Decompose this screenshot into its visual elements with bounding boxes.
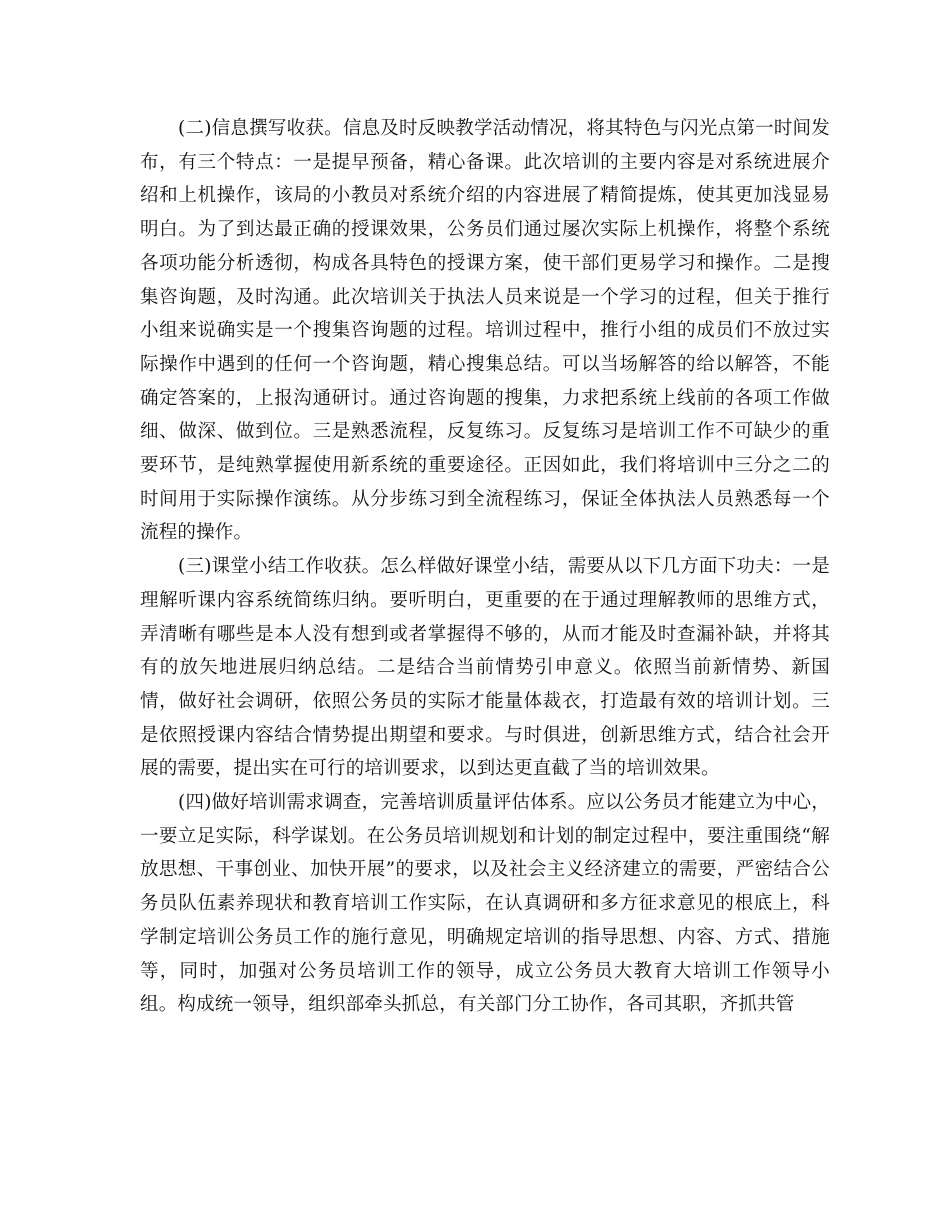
document-body — [140, 112, 830, 1022]
paragraph-section-2: (二)信息撰写收获。信息及时反映教学活动情况，将其特色与闪光点第一时间发布，有三个特点：一是提早预备，精心备课。此次培训的主要内容是对系统进展介绍和上机操作，该局的小教员对系统介绍的内容进展了精简提炼，使其更加浅显易明白。为了到达最正确的授课效果，公务员们通过屡次实际上机操作，将整个系统各项功能分析透彻，构成各具特色的授课方案，使干部们更易学习和操作。二是搜集咨询题，及时沟通。此次培训关于执法人员来说是一个学习的过程，但关于推行小组来说确实是一个搜集咨询题的过程。培训过程中，推行小组的成员们不放过实际操作中遇到的任何一个咨询题，精心搜集总结。可以当场解答的给以解答，不能确定答案的，上报沟通研讨。通过咨询题的搜集，力求把系统上线前的各项工作做细、做深、做到位。三是熟悉流程，反复练习。反复练习是培训工作不可缺少的重要环节，是纯熟掌握使用新系统的重要途径。正因如此，我们将培训中三分之二的时间用于实际操作演练。从分步练习到全流程练习，保证全体执法人员熟悉每一个流程的操作。 — [140, 118, 830, 544]
paragraph-section-4: (四)做好培训需求调查，完善培训质量评估体系。应以公务员才能建立为中心，一要立足实际，科学谋划。在公务员培训规划和计划的制定过程中，要注重围绕“解放思想、干事创业、加快开展”的要求，以及社会主义经济建立的需要，严密结合公务员队伍素养现状和教育培训工作实际，在认真调研和多方征求意见的根底上，科学制定培训公务员工作的施行意见，明确规定培训的指导思想、内容、方式、措施等，同时，加强对公务员培训工作的领导，成立公务员大教育大培训工作领导小组。构成统一领导，组织部牵头抓总，有关部门分工协作，各司其职，齐抓共管 — [140, 792, 830, 1016]
paragraph-section-3: (三)课堂小结工作收获。怎么样做好课堂小结，需要从以下几方面下功夫：一是理解听课内容系统简练归纳。要听明白，更重要的在于通过理解教师的思维方式，弄清晰有哪些是本人没有想到或者掌握得不够的，从而才能及时查漏补缺，并将其有的放矢地进展归纳总结。二是结合当前情势引申意义。依照当前新情势、新国情，做好社会调研，依照公务员的实际才能量体裁衣，打造最有效的培训计划。三是依照授课内容结合情势提出期望和要求。与时俱进，创新思维方式，结合社会开展的需要，提出实在可行的培训要求，以到达更直截了当的培训效果。 — [140, 556, 830, 780]
